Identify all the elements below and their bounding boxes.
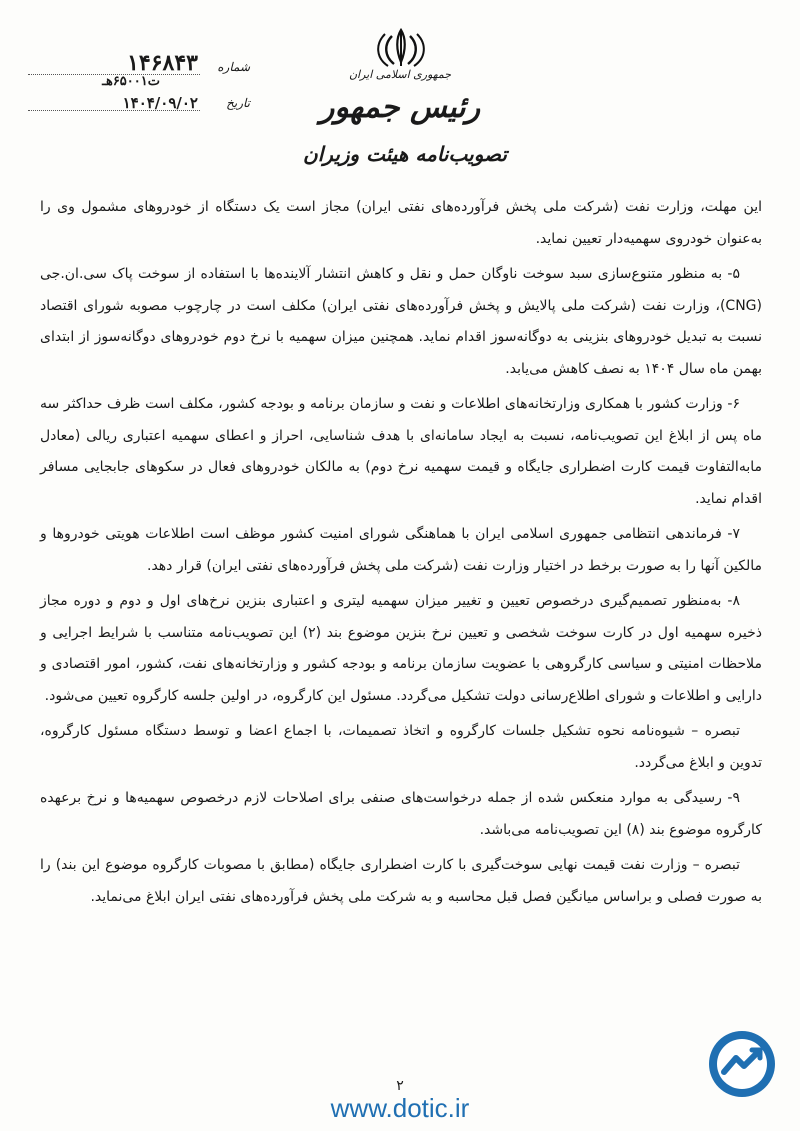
paragraph-note-9: تبصره – وزارت نفت قیمت نهایی سوخت‌گیری با کارت اضطراری جایگاه (مطابق با مصوبات کارگروه موضوع این بند) را به صورت فصلی و براساس میانگین فصل قبل محاسبه و به شرکت ملی پخش فرآورده‌های نفتی ایران ابلاغ می‌نماید. [40,857,762,905]
paragraph-item-5: ۵- به منظور متنوع‌سازی سبد سوخت ناوگان حمل و نقل و کاهش انتشار آلاینده‌ها با استفاده از سوخت پاک سی.ان.جی (CNG)، وزارت نفت (شرکت ملی پالایش و پخش فرآورده‌های نفتی ایران) مکلف است در چارچوب مصوبه شورای اقتصاد نسبت به تبدیل خودروهای بنزینی به دوگانه‌سوز اقدام نماید. همچنین میزان سهمیه با نرخ دوم خودروهای دوگانه‌سوز از ابتدای بهمن ماه سال ۱۴۰۴ به نصف کاهش می‌یابد. [40,266,762,377]
document-date: ۱۴۰۴/۰۹/۰۲ [122,94,198,112]
iran-emblem-icon [372,28,430,68]
document-meta [10,50,250,114]
footer-url[interactable]: www.dotic.ir [330,1093,470,1123]
document-body [40,192,762,917]
date-row [10,92,250,114]
president-title: رئیس جمهور [319,90,481,125]
approval-title: تصویب‌نامه هیئت وزیران [303,142,507,166]
number-dotted-line [28,74,200,75]
dotic-logo-icon [706,1028,778,1100]
paragraph-item-8: ۸- به‌منظور تصمیم‌گیری درخصوص تعیین و تغییر میزان سهمیه لیتری و اعتباری بنزین نرخ‌های اول و دوم و دوره مجاز ذخیره سهمیه اول در کارت سوخت شخصی و تعیین نرخ بنزین موضوع بند (۲) این تصویب‌نامه متناسب با شرایط اجرایی و ملاحظات امنیتی و سیاسی کارگروهی با عضویت سازمان برنامه و بودجه کشور و وزارتخانه‌های نفت، کشور، امور اقتصادی و دارایی و اطلاعات و شورای اطلاع‌رسانی دولت تشکیل می‌گردد. مسئول این کارگروه، در اولین جلسه کارگروه تعیین می‌شود. [40,593,763,704]
number-label: شماره [217,60,250,74]
paragraph-item-6: ۶- وزارت کشور با همکاری وزارتخانه‌های اطلاعات و نفت و سازمان برنامه و بودجه کشور، مکلف است ظرف حداکثر سه ماه پس از ابلاغ این تصویب‌نامه، نسبت به ایجاد سامانه‌ای با هدف شناسایی، احراز و اعطای سهمیه اعتباری ریالی (معادل مابه‌التفاوت قیمت کارت اضطراری جایگاه و قیمت سهمیه نرخ دوم) به مالکان خودروهای فعال در سکوهای جابجایی مسافر اقدام نماید. [40,396,762,507]
date-dotted-line [28,110,200,111]
page-number: ۲ [396,1078,404,1094]
paragraph-item-7: ۷- فرماندهی انتظامی جمهوری اسلامی ایران با هماهنگی شورای امنیت کشور موظف است اطلاعات هویتی خودروها و مالکین آنها را به صورت برخط در اختیار وزارت نفت (شرکت ملی پخش فرآورده‌های نفتی ایران) قرار دهد. [40,526,762,574]
paragraph-item-9: ۹- رسیدگی به موارد منعکس شده از جمله درخواست‌های صنفی برای اصلاحات لازم درخصوص سهمیه‌ها و نرخ برعهده کارگروه موضوع بند (۸) این تصویب‌نامه می‌باشد. [40,790,762,838]
paragraph-note-8: تبصره – شیوه‌نامه نحوه تشکیل جلسات کارگروه و اتخاذ تصمیمات، با اجماع اعضا و توسط دستگاه مسئول کارگروه، تدوین و ابلاغ می‌گردد. [40,723,762,771]
paragraph-continuation: این مهلت، وزارت نفت (شرکت ملی پخش فرآورده‌های نفتی ایران) مجاز است یک دستگاه از خودروهای مشمول وی را به‌عنوان خودروی سهمیه‌دار تعیین نماید. [40,199,762,247]
document-number: ۱۴۶۸۴۳ [127,50,198,76]
number-row [10,50,250,89]
republic-title: جمهوری اسلامی ایران [348,68,452,81]
date-label: تاریخ [226,96,250,110]
document-reference: ت۶۵۰۰۱هـ [102,74,160,89]
